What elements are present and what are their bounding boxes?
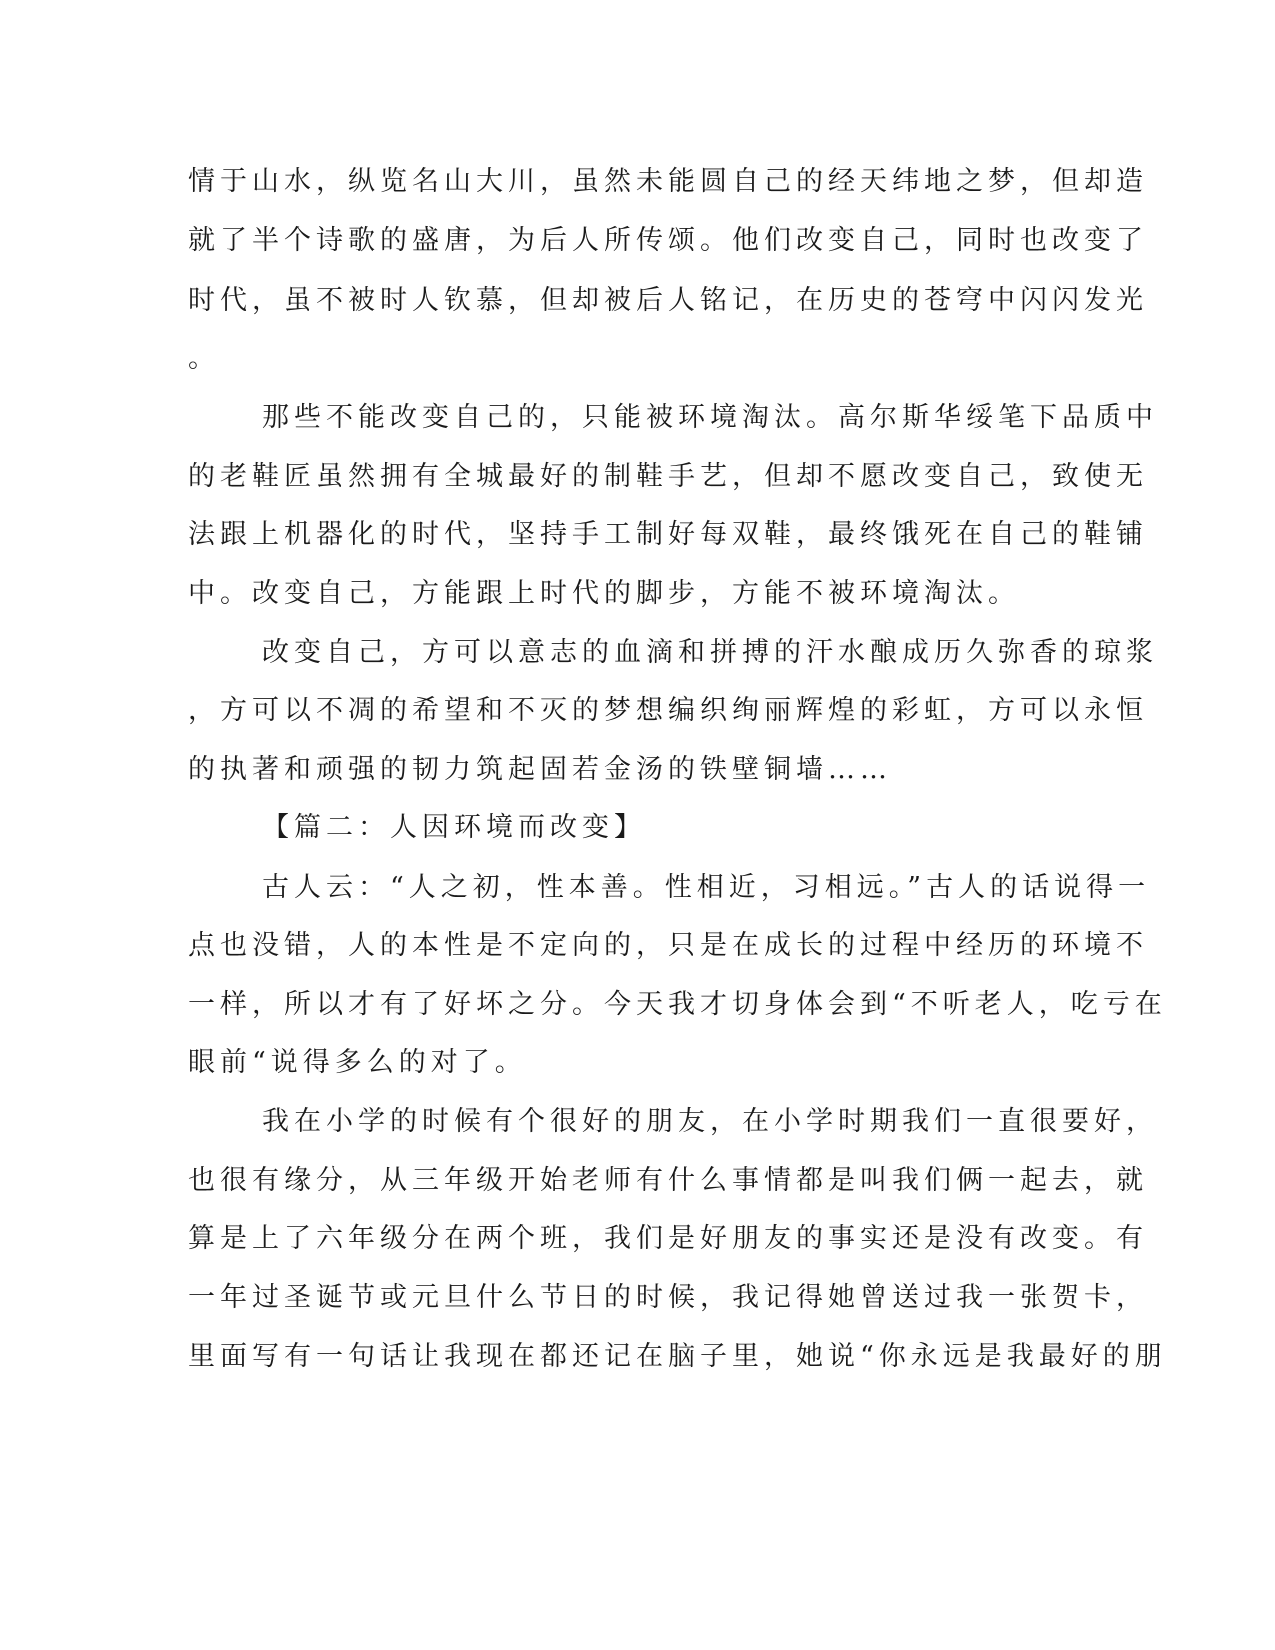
text-line: 就了半个诗歌的盛唐，为后人所传颂。他们改变自己，同时也改变了	[188, 225, 1148, 256]
text-line: ，方可以不凋的希望和不灭的梦想编织绚丽辉煌的彩虹，方可以永恒	[188, 695, 1148, 726]
text-line: 的执著和顽强的韧力筑起固若金汤的铁壁铜墙……	[188, 754, 892, 785]
text-line: 我在小学的时候有个很好的朋友，在小学时期我们一直很要好，	[262, 1106, 1158, 1137]
section-heading: 【篇二：人因环境而改变】	[262, 812, 646, 843]
text-line: 一年过圣诞节或元旦什么节日的时候，我记得她曾送过我一张贺卡，	[188, 1282, 1148, 1313]
text-line: 时代，虽不被时人钦慕，但却被后人铭记，在历史的苍穹中闪闪发光	[188, 285, 1148, 316]
text-line: 的老鞋匠虽然拥有全城最好的制鞋手艺，但却不愿改变自己，致使无	[188, 461, 1148, 492]
text-line: 中。改变自己，方能跟上时代的脚步，方能不被环境淘汰。	[188, 578, 1020, 609]
text-line: 眼前“说得多么的对了。	[188, 1047, 527, 1078]
text-line: 那些不能改变自己的，只能被环境淘汰。高尔斯华绥笔下品质中	[262, 402, 1158, 433]
text-line: 算是上了六年级分在两个班，我们是好朋友的事实还是没有改变。有	[188, 1223, 1148, 1254]
text-line: 古人云：“人之初，性本善。性相近，习相远。”古人的话说得一	[262, 872, 1151, 903]
text-line: 法跟上机器化的时代，坚持手工制好每双鞋，最终饿死在自己的鞋铺	[188, 519, 1148, 550]
text-line: 情于山水，纵览名山大川，虽然未能圆自己的经天纬地之梦，但却造	[188, 166, 1148, 197]
text-line: 。	[188, 343, 220, 374]
text-line: 改变自己，方可以意志的血滴和拼搏的汗水酿成历久弥香的琼浆	[262, 637, 1158, 668]
text-line: 也很有缘分，从三年级开始老师有什么事情都是叫我们俩一起去，就	[188, 1165, 1148, 1196]
text-line: 里面写有一句话让我现在都还记在脑子里，她说“你永远是我最好的朋	[188, 1341, 1167, 1372]
text-line: 一样，所以才有了好坏之分。今天我才切身体会到“不听老人，吃亏在	[188, 989, 1167, 1020]
text-line: 点也没错，人的本性是不定向的，只是在成长的过程中经历的环境不	[188, 930, 1148, 961]
